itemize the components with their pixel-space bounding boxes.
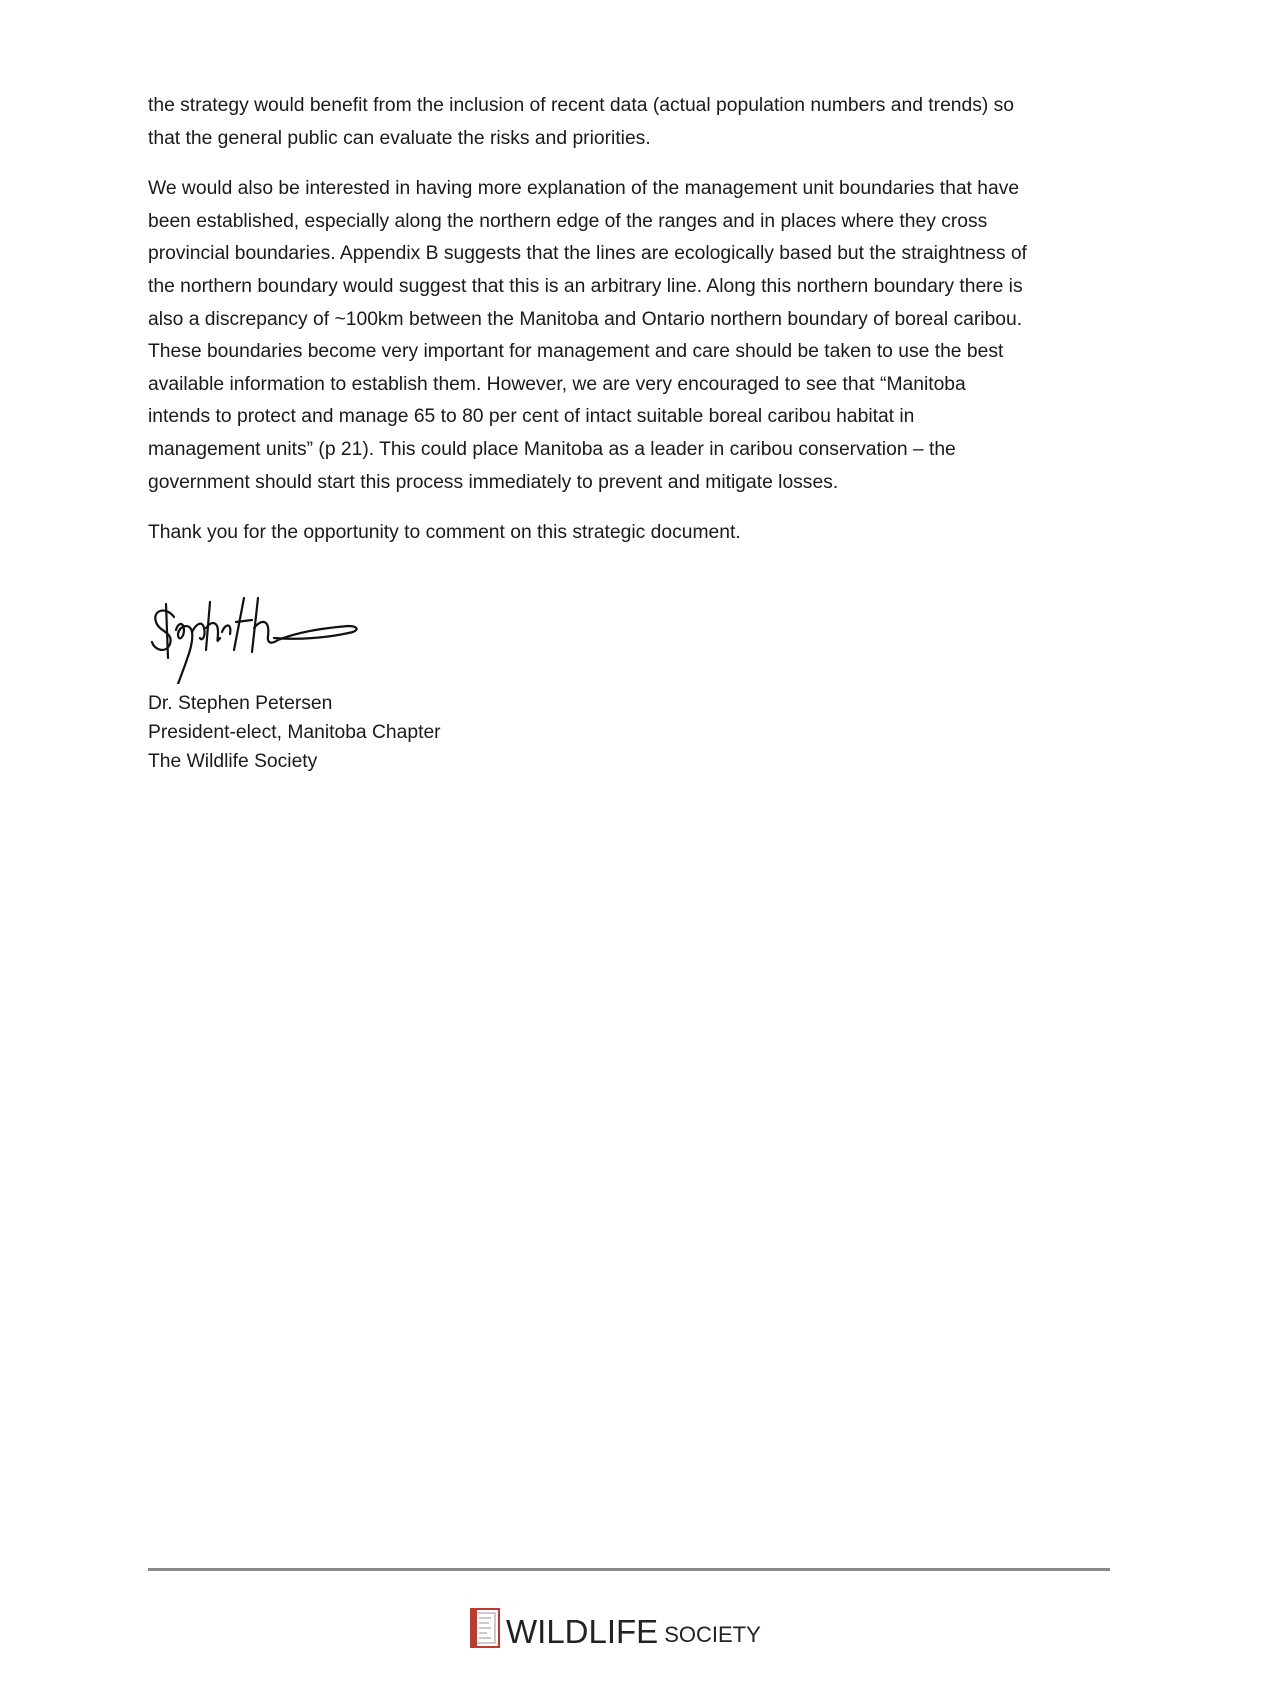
wildlife-society-logo	[470, 1608, 761, 1648]
text-line: also a discrepancy of ~100km between the Manitoba and Ontario northern boundary of boreal caribou.	[148, 308, 1023, 330]
text-line: Thank you for the opportunity to comment on this strategic document.	[148, 522, 741, 544]
text-line: provincial boundaries. Appendix B suggests that the lines are ecologically based but the straightness of	[148, 243, 1027, 265]
handwritten-signature	[148, 592, 363, 684]
paragraph-2	[148, 173, 1133, 499]
signature-block	[148, 689, 441, 776]
text-line: been established, especially along the northern edge of the ranges and in places where they cross	[148, 210, 988, 232]
text-line: government should start this process immediately to prevent and mitigate losses.	[148, 471, 839, 493]
text-line: management units” (p 21). This could place Manitoba as a leader in caribou conservation – the	[148, 438, 956, 460]
logo-wordmark-wildlife: WILDLIFE	[506, 1613, 659, 1650]
text-line: These boundaries become very important for management and care should be taken to use the best	[148, 341, 1004, 363]
society-emblem-icon	[470, 1608, 500, 1648]
letter-body	[148, 90, 1133, 568]
signatory-organization: The Wildlife Society	[148, 751, 318, 772]
signatory-title: President-elect, Manitoba Chapter	[148, 722, 441, 743]
text-line: the strategy would benefit from the inclusion of recent data (actual population numbers and trends) so	[148, 95, 1015, 116]
logo-wordmark-society: SOCIETY	[664, 1622, 761, 1647]
text-line: available information to establish them. However, we are very encouraged to see that “Manitoba	[148, 373, 966, 395]
footer-divider	[148, 1568, 1110, 1571]
text-line: that the general public can evaluate the risks and priorities.	[148, 127, 651, 149]
text-line: We would also be interested in having more explanation of the management unit boundaries that have	[148, 178, 1020, 200]
paragraph-1	[148, 90, 1133, 155]
signatory-name: Dr. Stephen Petersen	[148, 693, 333, 714]
paragraph-3	[148, 517, 1133, 550]
text-line: the northern boundary would suggest that this is an arbitrary line. Along this northern boundary there is	[148, 275, 1023, 297]
text-line: intends to protect and manage 65 to 80 per cent of intact suitable boreal caribou habitat in	[148, 406, 915, 428]
